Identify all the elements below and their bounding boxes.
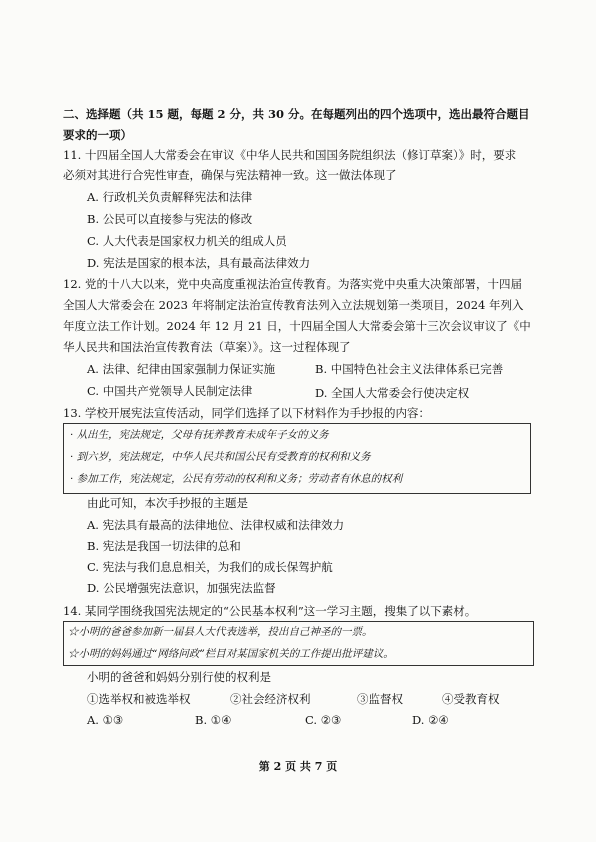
question-14-stem: 14. 某同学围绕我国宪法规定的“公民基本权利”这一学习主题，搜集了以下素材。 xyxy=(63,604,477,618)
material-item: · 到六岁，宪法规定，中华人民共和国公民有受教育的权利和义务 xyxy=(70,451,371,463)
question-12-stem-cont2: 年度立法工作计划。2024 年 12 月 21 日，十四届全国人大常委会第十三次会议审议了《中 xyxy=(63,319,531,333)
question-12-stem-cont3: 华人民共和国法治宣传教育法（草案）》。这一过程体现了 xyxy=(63,340,351,354)
question-12-stem-cont1: 全国人大常委会在 2023 年将制定法治宣传教育法列入立法规划第一类项目，2024 年列入 xyxy=(63,298,524,312)
material-item: · 参加工作，宪法规定，公民有劳动的权利和义务；劳动者有休息的权利 xyxy=(70,473,403,485)
question-14-option-a: A. ①③ xyxy=(87,713,124,727)
question-14-choice-4: ④受教育权 xyxy=(442,692,500,706)
question-12-option-a: A. 法律、纪律由国家强制力保证实施 xyxy=(87,362,276,376)
question-12-option-c: C. 中国共产党领导人民制定法律 xyxy=(87,384,253,398)
question-11-stem-cont: 必须对其进行合宪性审查，确保与宪法精神一致。这一做法体现了 xyxy=(63,168,397,182)
question-13-option-a: A. 宪法具有最高的法律地位、法律权威和法律效力 xyxy=(87,518,345,532)
page-number-footer: 第 2 页 共 7 页 xyxy=(258,760,338,773)
question-14-question: 小明的爸爸和妈妈分别行使的权利是 xyxy=(87,670,271,684)
question-13-option-b: B. 宪法是我国一切法律的总和 xyxy=(87,539,241,553)
question-14-option-c: C. ②③ xyxy=(305,713,342,727)
question-14-material-box xyxy=(63,621,534,666)
question-12-option-b: B. 中国特色社会主义法律体系已完善 xyxy=(315,362,504,376)
question-13-option-d: D. 公民增强宪法意识，加强宪法监督 xyxy=(87,581,276,595)
question-11-option-d: D. 宪法是国家的根本法，具有最高法律效力 xyxy=(87,256,311,270)
material-item: · 从出生，宪法规定，父母有抚养教育未成年子女的义务 xyxy=(70,429,329,441)
question-11-option-a: A. 行政机关负责解释宪法和法律 xyxy=(87,190,253,204)
question-14-choice-1: ①选举权和被选举权 xyxy=(87,692,191,706)
question-11-option-b: B. 公民可以直接参与宪法的修改 xyxy=(87,212,253,226)
material-item: ☆小明的妈妈通过“网络问政”栏目对某国家机关的工作提出批评建议。 xyxy=(68,648,394,660)
question-13-option-c: C. 宪法与我们息息相关，为我们的成长保驾护航 xyxy=(87,560,333,574)
question-12-stem: 12. 党的十八大以来，党中央高度重视法治宣传教育。为落实党中央重大决策部署，十四届 xyxy=(63,277,522,291)
question-13-stem: 13. 学校开展宪法宣传活动，同学们选择了以下材料作为手抄报的内容： xyxy=(63,406,430,420)
question-14-option-b: B. ①④ xyxy=(195,713,232,727)
question-11-option-c: C. 人大代表是国家权力机关的组成人员 xyxy=(87,234,287,248)
question-11-stem: 11. 十四届全国人大常委会在审议《中华人民共和国国务院组织法（修订草案）》时，要求 xyxy=(63,148,517,162)
question-12-option-d: D. 全国人大常委会行使决定权 xyxy=(315,386,470,400)
material-item: ☆小明的爸爸参加新一届县人大代表选举，投出自己神圣的一票。 xyxy=(68,626,373,638)
section-heading: 二、选择题（共 15 题，每题 2 分，共 30 分。在每题列出的四个选项中，选出最符合题目 xyxy=(63,107,530,121)
question-14-option-d: D. ②④ xyxy=(412,713,449,727)
question-13-material-box xyxy=(63,423,531,494)
question-13-question: 由此可知，本次手抄报的主题是 xyxy=(87,496,248,510)
question-14-choice-2: ②社会经济权利 xyxy=(230,692,311,706)
section-heading-cont: 要求的一项） xyxy=(63,128,132,142)
question-14-choice-3: ③监督权 xyxy=(357,692,403,706)
